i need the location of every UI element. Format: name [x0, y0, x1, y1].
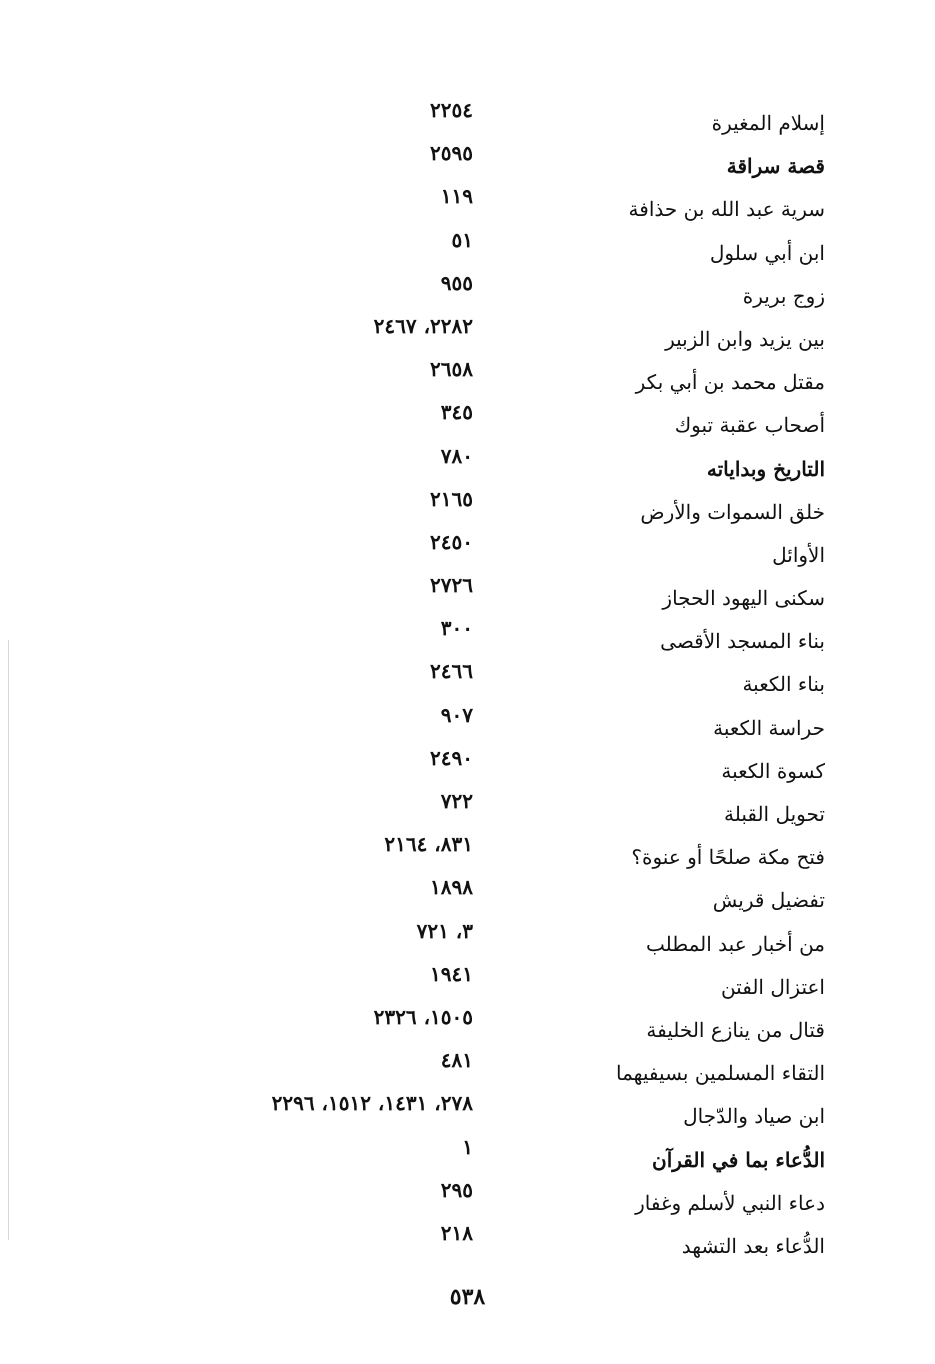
- entry-topic: بين يزيد وابن الزبير: [665, 326, 825, 351]
- entry-refs: ٢٦٥٨: [430, 357, 473, 382]
- index-entry: [0, 701, 935, 744]
- entry-refs: ٧٢٢: [440, 789, 473, 813]
- entry-topic: الأوائل: [772, 542, 825, 567]
- index-entry: [0, 917, 935, 960]
- index-entry: [0, 1089, 935, 1132]
- entry-refs: ١٥٠٥، ٢٣٢٦: [373, 1004, 473, 1029]
- entry-refs: ٣٤٥: [440, 400, 473, 425]
- entry-topic: تفضيل قريش: [712, 888, 825, 913]
- index-entry: [0, 485, 935, 528]
- entry-topic: تحويل القبلة: [723, 802, 825, 826]
- entry-refs: ٩٥٥: [440, 270, 473, 295]
- entry-refs: ١١٩: [440, 184, 473, 209]
- index-entry: [0, 614, 935, 657]
- entry-refs: ٢١٨: [440, 1220, 473, 1245]
- entry-refs: ٢٧٨، ١٤٣١، ١٥١٢، ٢٢٩٦: [271, 1091, 473, 1116]
- index-entry: [0, 873, 935, 916]
- index-entry: [0, 744, 935, 787]
- index-entry: [0, 226, 935, 269]
- entry-refs: ١٩٤١: [430, 961, 473, 986]
- entry-refs: ٢٢٨٢، ٢٤٦٧: [373, 313, 473, 338]
- entry-refs: ٧٨٠: [440, 443, 473, 468]
- entry-topic: فتح مكة صلحًا أو عنوة؟: [631, 845, 825, 870]
- index-entry: [0, 787, 935, 830]
- entry-topic: الدُّعاء بما في القرآن: [652, 1147, 825, 1172]
- entry-topic: دعاء النبي لأسلم وغفار: [635, 1190, 825, 1215]
- entry-topic: التقاء المسلمين بسيفيهما: [616, 1061, 825, 1086]
- entry-refs: ٨٣١، ٢١٦٤: [384, 832, 473, 857]
- entry-topic: التاريخ وبداياته: [706, 456, 825, 481]
- entry-refs: ٢٧٢٦: [430, 573, 473, 598]
- index-entry: [0, 571, 935, 614]
- entry-refs: ٣، ٧٢١: [416, 918, 473, 943]
- entry-topic: قصة سراقة: [726, 154, 825, 179]
- entry-topic: زوج بريرة: [742, 283, 825, 308]
- index-entry: [0, 96, 935, 139]
- entry-refs: ٣٠٠: [440, 616, 473, 641]
- entry-topic: خلق السموات والأرض: [640, 499, 825, 524]
- entry-refs: ٢١٦٥: [430, 486, 473, 511]
- entry-refs: ١٨٩٨: [430, 875, 473, 900]
- entry-refs: ٢٢٥٤: [430, 98, 473, 122]
- entry-topic: اعتزال الفتن: [720, 974, 825, 999]
- index-entry: [0, 960, 935, 1003]
- entry-topic: كسوة الكعبة: [721, 758, 825, 783]
- index-entry: [0, 139, 935, 182]
- index-list: [0, 96, 935, 1262]
- entry-refs: ٢٥٩٥: [430, 141, 473, 166]
- index-entry: [0, 830, 935, 873]
- entry-topic: ابن أبي سلول: [709, 240, 825, 265]
- index-entry: [0, 1219, 935, 1262]
- entry-topic: بناء المسجد الأقصى: [660, 629, 825, 654]
- entry-refs: ٢٤٦٦: [430, 659, 473, 684]
- entry-refs: ١: [462, 1134, 473, 1159]
- entry-topic: بناء الكعبة: [742, 672, 825, 697]
- entry-refs: ٢٤٩٠: [430, 745, 473, 770]
- entry-topic: من أخبار عبد المطلب: [645, 931, 825, 956]
- entry-topic: الدُّعاء بعد التشهد: [681, 1233, 825, 1258]
- index-entry: [0, 1003, 935, 1046]
- entry-refs: ٤٨١: [440, 1048, 473, 1073]
- entry-refs: ٩٠٧: [440, 702, 473, 727]
- entry-topic: قتال من ينازع الخليفة: [646, 1017, 825, 1042]
- entry-topic: إسلام المغيرة: [711, 111, 825, 135]
- entry-topic: سكنى اليهود الحجاز: [662, 586, 825, 611]
- entry-refs: ٢٩٥: [440, 1177, 473, 1202]
- entry-topic: مقتل محمد بن أبي بكر: [635, 370, 825, 395]
- index-entry: [0, 442, 935, 485]
- index-entry: [0, 398, 935, 441]
- index-entry: [0, 1133, 935, 1176]
- index-entry: [0, 528, 935, 571]
- index-entry: [0, 312, 935, 355]
- entry-topic: أصحاب عقبة تبوك: [674, 413, 825, 438]
- entry-topic: حراسة الكعبة: [713, 715, 825, 740]
- index-entry: [0, 355, 935, 398]
- index-entry: [0, 1046, 935, 1089]
- entry-topic: ابن صياد والدّجال: [683, 1104, 825, 1129]
- index-entry: [0, 1176, 935, 1219]
- index-entry: [0, 657, 935, 700]
- index-entry: [0, 269, 935, 312]
- entry-refs: ٢٤٥٠: [430, 529, 473, 554]
- entry-topic: سرية عبد الله بن حذافة: [628, 197, 825, 222]
- entry-refs: ٥١: [451, 227, 473, 252]
- index-entry: [0, 182, 935, 225]
- page-number: ٥٣٨: [449, 1284, 486, 1310]
